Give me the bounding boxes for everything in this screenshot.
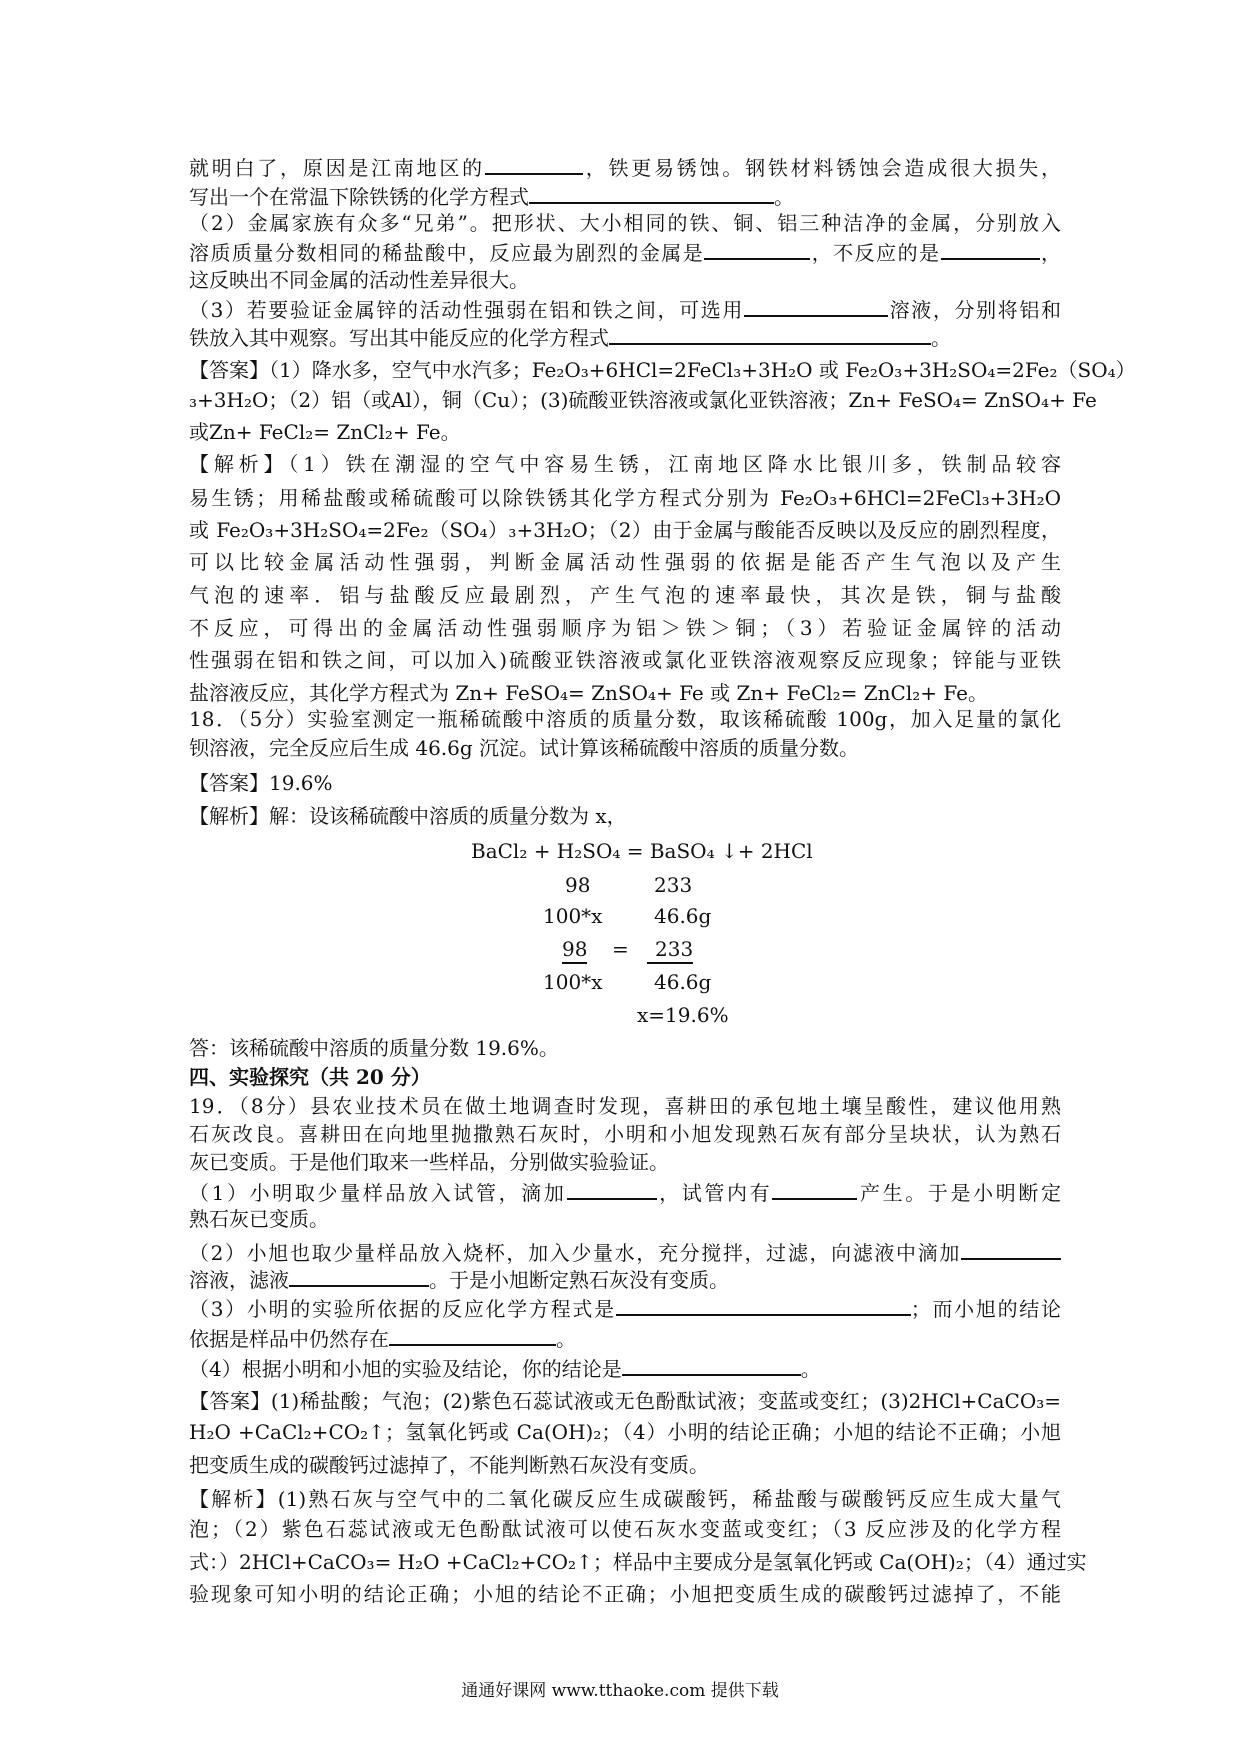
text: 。于是小旭断定熟石灰没有变质。 [429, 1268, 729, 1292]
text-line [189, 1265, 1061, 1293]
text: ，不反应的是 [810, 241, 941, 265]
molar-mass-baso4: 233 [654, 873, 693, 897]
text: ，试管内有 [656, 1181, 773, 1205]
text: 依据是样品中仍然存在 [189, 1327, 389, 1351]
ratio-denominator-left: 100*x [543, 970, 603, 994]
analysis-line: 【解析】解：设该稀硫酸中溶质的质量分数为 x， [189, 804, 627, 828]
question-text: 钡溶液，完全反应后生成 46.6g 沉淀。试计算该稀硫酸中溶质的质量分数。 [189, 736, 860, 760]
text-line [189, 1354, 1061, 1382]
chemical-equation: BaCl₂ + H₂SO₄ = BaSO₄ ↓+ 2HCl [471, 839, 813, 863]
text-line [189, 238, 1061, 266]
text-line: 这反映出不同金属的活动性差异很大。 [189, 268, 529, 292]
analysis-line: 或 Fe₂O₃+3H₂SO₄=2Fe₂（SO₄）₃+3H₂O；（2）由于金属与酸能否反映以及反应的剧烈程度， [189, 518, 1061, 542]
mass-baso4: 46.6g [654, 904, 712, 928]
analysis-line: 【解析】（1）铁在潮湿的空气中容易生锈，江南地区降水比银川多，铁制品较容 [189, 452, 1061, 476]
answer-line: H₂O +CaCl₂+CO₂↑；氢氧化钙或 Ca(OH)₂；（4）小明的结论正确；小旭的结论不正确；小旭 [189, 1420, 1061, 1444]
analysis-line: 泡；（2）紫色石蕊试液或无色酚酞试液可以使石灰水变蓝或变红；（3 反应涉及的化学方程 [189, 1517, 1061, 1541]
question-text: 19．（8分）县农业技术员在做土地调查时发现，喜耕田的承包地土壤呈酸性，建议他用熟 [189, 1094, 1061, 1118]
section-heading: 四、实验探究（共 20 分） [189, 1065, 431, 1089]
answer-line: ₃+3H₂O；（2）铝（或Al），铜（Cu）；(3)硫酸亚铁溶液或氯化亚铁溶液；Zn+ FeSO₄= ZnSO₄+ Fe [189, 388, 1097, 412]
text-line [189, 1238, 1061, 1266]
text-line [189, 1324, 1061, 1352]
text: 溶液，滤液 [189, 1268, 289, 1292]
text: 。 [774, 185, 794, 209]
answer-blank[interactable] [567, 1178, 657, 1200]
answer-line: 【答案】（1）降水多，空气中水汽多；Fe₂O₃+6HCl=2FeCl₃+3H₂O 或 Fe₂O₃+3H₂SO₄=2Fe₂（SO₄） [189, 358, 1136, 382]
analysis-line: 盐溶液反应，其化学方程式为 Zn+ FeSO₄= ZnSO₄+ Fe 或 Zn+ FeCl₂= ZnCl₂+ Fe。 [189, 681, 989, 705]
answer-blank[interactable] [616, 1294, 911, 1316]
answer-line: 【答案】(1)稀盐酸；气泡；(2)紫色石蕊试液或无色酚酞试液；变蓝或变红；(3)2HCl+CaCO₃= [189, 1389, 1061, 1413]
text-line: 熟石灰已变质。 [189, 1207, 329, 1231]
answer-blank[interactable] [744, 295, 888, 317]
text-line [189, 1178, 1061, 1206]
analysis-line: 性强弱在铝和铁之间，可以加入)硫酸亚铁溶液或氯化亚铁溶液观察反应现象；锌能与亚铁 [189, 648, 1061, 672]
text: 。 [556, 1327, 576, 1351]
answer-line: 把变质生成的碳酸钙过滤掉了，不能判断熟石灰没有变质。 [189, 1453, 709, 1477]
analysis-line: 气泡的速率．铝与盐酸反应最剧烈，产生气泡的速率最快，其次是铁，铜与盐酸 [189, 583, 1061, 607]
text: （2）小旭也取少量样品放入烧杯，加入少量水，充分搅拌，过滤，向滤液中滴加 [189, 1241, 961, 1265]
text-line [189, 295, 1061, 323]
answer-blank[interactable] [772, 1178, 857, 1200]
text-line [189, 153, 1061, 181]
conclusion: 答：该稀硫酸中溶质的质量分数 19.6%。 [189, 1036, 559, 1060]
analysis-line: 【解析】(1)熟石灰与空气中的二氧化碳反应生成碳酸钙，稀盐酸与碳酸钙反应生成大量气 [189, 1487, 1061, 1511]
analysis-line: 验现象可知小明的结论正确；小旭的结论不正确；小旭把变质生成的碳酸钙过滤掉了，不能 [189, 1582, 1061, 1606]
analysis-line: 不反应，可得出的金属活动性强弱顺序为铝＞铁＞铜；（3）若验证金属锌的活动 [189, 616, 1061, 640]
text: （3）若要验证金属锌的活动性强弱在铝和铁之间，可选用 [189, 298, 744, 322]
text-line: （2）金属家族有众多“兄弟”。把形状、大小相同的铁、铜、铝三种洁净的金属，分别放入 [189, 211, 1061, 235]
page-footer: 通通好课网 www.tthaoke.com 提供下载 [461, 1681, 779, 1701]
analysis-line: 易生锈；用稀盐酸或稀硫酸可以除铁锈其化学方程式分别为 Fe₂O₃+6HCl=2FeCl₃+3H₂O [189, 486, 1061, 510]
question-text: 石灰改良。喜耕田在向地里抛撒熟石灰时，小明和小旭发现熟石灰有部分呈块状，认为熟石 [189, 1122, 1061, 1146]
answer-blank[interactable] [704, 238, 810, 260]
text: 。 [931, 326, 951, 350]
answer-line: 或Zn+ FeCl₂= ZnCl₂+ Fe。 [189, 420, 461, 444]
text: 。 [800, 1357, 821, 1381]
answer-blank[interactable] [529, 182, 774, 204]
mass-h2so4: 100*x [543, 904, 603, 928]
answer-blank[interactable] [961, 1238, 1061, 1260]
text: （4）根据小明和小旭的实验及结论，你的结论是 [189, 1357, 622, 1381]
ratio-numerator-left: 98 [562, 936, 587, 964]
text: 就明白了，原因是江南地区的 [189, 156, 485, 180]
answer-blank[interactable] [389, 1324, 556, 1346]
ratio-denominator-right: 46.6g [654, 970, 712, 994]
answer-blank[interactable] [485, 153, 583, 175]
result: x=19.6% [637, 1003, 729, 1027]
text-line [189, 182, 1061, 210]
question-text: 18．（5分）实验室测定一瓶稀硫酸中溶质的质量分数，取该稀硫酸 100g，加入足量的氯化 [189, 707, 1061, 731]
analysis-line: 式：）2HCl+CaCO₃= H₂O +CaCl₂+CO₂↑；样品中主要成分是氢氧化钙或 Ca(OH)₂；（4）通过实 [189, 1550, 1087, 1574]
text: ， [1039, 241, 1061, 265]
text: ，铁更易锈蚀。钢铁材料锈蚀会造成很大损失， [582, 156, 1062, 180]
text: （1）小明取少量样品放入试管，滴加 [189, 1181, 567, 1205]
answer-line: 【答案】19.6% [189, 771, 333, 795]
question-text: 灰已变质。于是他们取来一些样品，分别做实验验证。 [189, 1150, 669, 1174]
text: ；而小旭的结论 [910, 1297, 1061, 1321]
text: 写出一个在常温下除铁锈的化学方程式 [189, 185, 529, 209]
text-line [189, 1294, 1061, 1322]
answer-blank[interactable] [622, 1354, 801, 1376]
analysis-line: 可以比较金属活动性强弱，判断金属活动性强弱的依据是能否产生气泡以及产生 [189, 550, 1061, 574]
text: 铁放入其中观察。写出其中能反应的化学方程式 [189, 326, 609, 350]
text: 溶质质量分数相同的稀盐酸中，反应最为剧烈的金属是 [189, 241, 705, 265]
text: 溶液，分别将铝和 [888, 298, 1062, 322]
text: （3）小明的实验所依据的反应化学方程式是 [189, 1297, 616, 1321]
answer-blank[interactable] [289, 1265, 429, 1287]
ratio-numerator-right: 233 [647, 936, 693, 964]
answer-blank[interactable] [941, 238, 1040, 260]
text: 产生。于是小明断定 [857, 1181, 1062, 1205]
molar-mass-h2so4: 98 [565, 873, 591, 897]
answer-blank[interactable] [609, 323, 931, 345]
equals-sign: = [612, 937, 629, 961]
text-line [189, 323, 1061, 351]
